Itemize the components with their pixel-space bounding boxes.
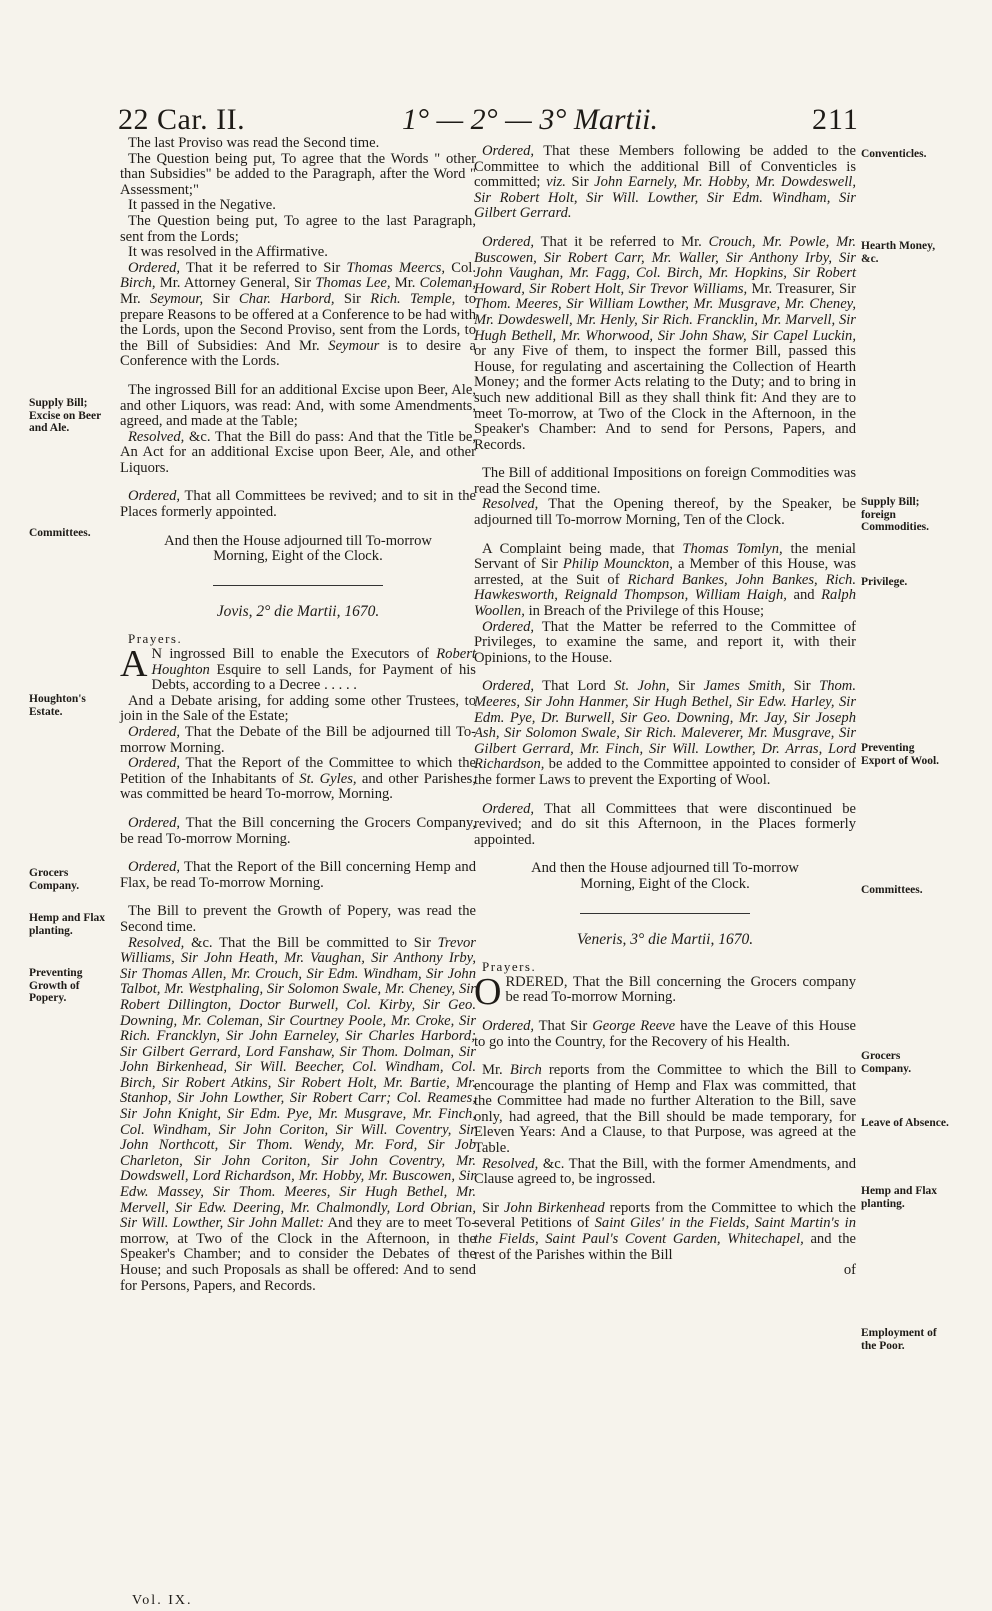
text: Col. — [445, 259, 476, 276]
drop-capital: O — [474, 970, 502, 1013]
margin-note: Privilege. — [861, 576, 908, 588]
paragraph — [474, 542, 856, 620]
day-heading: Veneris, 3° die Martii, 1670. — [576, 930, 754, 948]
margin-note: Hearth Money, &c. — [861, 240, 936, 265]
ordered-label: Ordered, — [128, 755, 181, 772]
margin-note: Hemp and Flax planting. — [29, 912, 106, 937]
paragraph: The ingrossed Bill for an additional Excise upon Beer, Ale, and other Liquors, was read: And, with some Amendments, agreed, and made at the Table; — [120, 381, 476, 430]
text: And they are to meet To-morrow, at Two of the Clock in the Afternoon, in the Speaker's Chamber; and to consider the Debates of the House; and such Proposals as shall be offered: And to send for Persons, Papers, and Records. — [120, 1215, 476, 1294]
margin-note: Preventing Growth of Popery. — [29, 967, 83, 1004]
name: Robert Houghton — [151, 646, 476, 678]
text: That the Bill concerning the Grocers Company, be read To-morrow Morning. — [120, 814, 476, 847]
paragraph — [474, 1157, 856, 1188]
margin-note: Employment of the Poor. — [861, 1327, 937, 1352]
text: the menial Servant of Sir — [474, 540, 856, 573]
text: RDERED, — [505, 973, 568, 990]
name: Birch — [509, 1062, 542, 1079]
page-number: 211 — [812, 103, 859, 136]
name: Ralph Woollen, — [474, 587, 856, 620]
text: &c. That the Bill be committed to Sir — [184, 934, 438, 951]
text: in Breach of the Privilege of this House; — [524, 603, 765, 620]
text: reports from the Committee to which the several Petitions of — [474, 1199, 856, 1232]
name: St. John, — [614, 678, 670, 695]
prayers-label: Prayers. — [128, 631, 183, 647]
ordered-label: Ordered, — [482, 143, 535, 159]
margin-note: Leave of Absence. — [861, 1117, 949, 1129]
name: Thomas Meercs, — [346, 259, 446, 276]
name-list: Richard Bankes, John Bankes, Rich. Hawkesworth, Reignald Thompson, William Haigh, — [474, 571, 856, 604]
text: That all Committees be revived; and to sit in the Places formerly appointed. — [120, 488, 476, 521]
catchword: of — [843, 1262, 856, 1279]
paragraph — [474, 679, 856, 788]
margin-note: Hemp and Flax planting. — [861, 1185, 938, 1210]
text: That the Report of the Committee to which the Petition of the Inhabitants of — [120, 755, 476, 787]
ordered-label: Ordered, — [128, 488, 181, 505]
resolved-label: Resolved, — [482, 1155, 539, 1172]
paragraph — [474, 1063, 856, 1157]
paragraph — [120, 816, 476, 847]
left-column — [120, 136, 476, 1294]
name: Philip Mounckton, — [562, 556, 673, 573]
paragraph — [474, 802, 856, 849]
paragraph — [120, 725, 476, 756]
name-list: Thom. Meeres, Sir John Hanmer, Sir Hugh Bethel, Sir Edw. Harley, Sir Edm. Pye, Dr. Burwell, Sir Geo. Downing, Mr. Jay, Sir Joseph Ash, Sir Solomon Swale, Sir Rich. Maleverer, Mr. Musgrave, Sir Gilbert Gerrard, Mr. Finch, Sir Will. Lowther, Dr. Arras, Lord Richardson, — [474, 678, 856, 773]
text: That the Bill concerning the Grocers company be read To-morrow Morning. — [505, 973, 856, 1006]
paragraph — [120, 860, 476, 891]
text: That the Report of the Bill concerning Hemp and Flax, be read To-morrow Morning. — [120, 859, 476, 891]
margin-note: Houghton's Estate. — [29, 693, 86, 718]
text: Mr. Attorney General, Sir — [155, 275, 316, 292]
name: James Smith, — [703, 678, 786, 695]
text: Mr. — [120, 290, 151, 307]
paragraph — [474, 235, 856, 453]
text: Mr. — [482, 1062, 510, 1079]
paragraph — [474, 970, 856, 1013]
text: Sir — [334, 290, 371, 307]
paragraph — [474, 1201, 856, 1263]
paragraph: And a Debate arising, for adding some other Trustees, to join in the Sale of the Estate; — [120, 692, 476, 725]
text: is to desire a Conference with the Lords. — [120, 337, 476, 370]
text: Sir — [669, 678, 704, 695]
text: That the Matter be referred to the Committee of Privileges, to examine the same, and report it, with their Opinions, to the House. — [474, 618, 856, 666]
volume-footer: Vol. IX. — [132, 1593, 193, 1608]
resolved-label: Resolved, — [128, 934, 185, 951]
text: Sir — [785, 678, 820, 695]
text: That all Committees that were discontinued be revived; and do sit this Afternoon, in the Places formerly appointed. — [474, 800, 856, 848]
adjournment: And then the House adjourned till To-morrow Morning, Eight of the Clock. — [164, 532, 432, 565]
margin-note: Committees. — [29, 527, 91, 539]
text: A Complaint being made, that — [482, 540, 683, 557]
name-list: Crouch, Mr. Powle, Mr. Buscowen, Sir Robert Carr, Mr. Waller, Sir Anthony Irby, Sir John Vaughan, Mr. Fagg, Col. Birch, Mr. Hopkins, Sir Robert Howard, Sir Robert Holt, Sir Trevor Williams, — [474, 233, 856, 297]
name: Thomas Tomlyn, — [682, 540, 783, 557]
header-regnal-year: 22 Car. II. — [118, 103, 246, 136]
text: to prepare Reasons to be offered at a Conference to be had with the Lords, upon the Second Proviso, sent from the Lords, to the Bill of Subsidies: And Mr. — [120, 290, 477, 354]
margin-note: Supply Bill; foreign Commodities. — [861, 496, 930, 533]
margin-note: Conventicles. — [861, 148, 927, 160]
paragraph — [474, 144, 856, 222]
name: Seymour, — [150, 290, 204, 307]
paragraph: The Question being put, To agree that the Words " other than Subsidies" be added to the Paragraph, after the Word " Assessment;" — [120, 150, 476, 198]
section-divider — [213, 585, 383, 586]
text: Mr. — [390, 275, 420, 292]
text: have the Leave of this House to go into the Country, for the Recovery of his Health. — [474, 1017, 856, 1050]
text: Esquire to sell Lands, for Payment of his Debts, according to a Decree . . . . . — [151, 661, 476, 694]
resolved-label: Resolved, — [128, 428, 185, 445]
adjournment: And then the House adjourned till To-morrow Morning, Eight of the Clock. — [531, 860, 799, 892]
ordered-label: Ordered, — [482, 800, 535, 817]
text: That it be referred to Sir — [180, 259, 347, 276]
text: That it be referred to Mr. — [534, 233, 709, 250]
margin-note: Preventing Export of Wool. — [861, 742, 940, 767]
text: and — [786, 587, 822, 604]
name: St. Gyles, — [299, 770, 357, 787]
margin-note: Grocers Company. — [861, 1050, 912, 1075]
prayers-label: Prayers. — [482, 959, 537, 975]
ordered-label: Ordered, — [128, 814, 181, 831]
text: Sir — [203, 290, 239, 307]
paragraph: The Bill of additional Impositions on foreign Commodities was read the Second time. — [474, 465, 856, 497]
ordered-label: Ordered, — [128, 724, 181, 740]
paragraph — [120, 936, 476, 1295]
text: Sir — [482, 1199, 505, 1216]
header-dates: 1° — 2° — 3° Martii. — [401, 103, 658, 136]
text: N ingrossed Bill to enable the Executors of — [151, 646, 437, 663]
name: George Reeve — [592, 1017, 676, 1034]
name: Coleman, — [419, 275, 477, 292]
ordered-label: Ordered, — [482, 678, 535, 695]
paragraph: The Question being put, To agree to the last Paragraph, sent from the Lords; — [120, 212, 476, 245]
paragraph — [120, 261, 476, 370]
text: That Lord — [534, 678, 615, 695]
name: John Birkenhead — [504, 1199, 605, 1216]
paragraph — [120, 756, 476, 803]
resolved-label: Resolved, — [482, 496, 539, 513]
text: reports from the Committee to which the Bill to encourage the planting of Hemp and Flax was committed, that the Committee had made no further Alteration to the Bill, save only, had agreed, that the Bill should be made temporary, for Eleven Years: And a Clause, to that Purpose, was agreed at the Table. — [474, 1062, 856, 1157]
paragraph: It was resolved in the Affirmative. — [128, 244, 328, 261]
text: That these Members following be added to the Committee to which the additional Bill of Conventicles is committed; — [474, 143, 856, 191]
paragraph — [474, 1019, 856, 1050]
ordered-label: Ordered, — [482, 1017, 535, 1034]
paragraph — [120, 430, 476, 477]
ordered-label: Ordered, — [482, 233, 535, 250]
name-list: Saint Giles' in the Fields, Saint Martin's in the Fields, Saint Paul's Covent Garden, Whitechapel, — [474, 1215, 856, 1248]
paragraph: The last Proviso was read the Second time. — [128, 135, 380, 151]
section-divider — [580, 913, 750, 914]
name: Birch, — [120, 275, 156, 292]
drop-capital: A — [120, 643, 148, 686]
paragraph — [474, 497, 856, 528]
name: Char. Harbord, — [238, 290, 335, 307]
text: or any Five of them, to inspect the former Bill, passed this House, for regulating and ascertaining the Collection of Hearth Money; and the former Acts relating to the Duty; and to bring in such new additional Bill as they shall think fit: And they are to meet To-morrow, at Two of the Clock in the Afternoon, in the Speaker's Chamber: And to send for Persons, Papers, and Records. — [474, 343, 856, 453]
text: That Sir — [534, 1017, 593, 1034]
name-list: John Earnely, Mr. Hobby, Mr. Dowdeswell, Sir Robert Holt, Sir Will. Lowther, Sir Edm. Windham, Sir Gilbert Gerrard. — [474, 174, 856, 222]
text: Sir — [565, 174, 595, 191]
margin-note: Committees. — [861, 884, 923, 896]
margin-note: Supply Bill; Excise on Beer and Ale. — [29, 397, 101, 434]
name: Seymour — [328, 337, 380, 354]
text: and other Parishes, was committed be heard To-morrow, Morning. — [120, 770, 476, 803]
text: &c. That the Bill do pass: And that the Title be, An Act for an additional Excise upon Beer, Ale, and other Liquors. — [120, 428, 476, 476]
text: That the Opening thereof, by the Speaker, be adjourned till To-morrow Morning, Ten of the Clock. — [474, 496, 856, 529]
text: be added to the Committee appointed to consider of the former Laws to prevent the Exporting of Wool. — [474, 756, 856, 788]
text: Mr. Treasurer, Sir — [747, 280, 856, 297]
paragraph — [120, 643, 476, 694]
paragraph: It passed in the Negative. — [128, 197, 276, 214]
paragraph: The Bill to prevent the Growth of Popery, was read the Second time. — [120, 903, 476, 935]
name: Rich. Temple, — [370, 290, 456, 307]
paragraph — [474, 620, 856, 667]
text: viz. — [546, 174, 566, 191]
ordered-label: Ordered, — [128, 859, 181, 876]
ordered-label: Ordered, — [482, 618, 535, 635]
text: and the rest of the Parishes within the Bill — [474, 1231, 857, 1263]
name-list: Thom. Meeres, Sir William Lowther, Mr. Musgrave, Mr. Cheney, Mr. Dowdeswell, Mr. Henly, Sir Rich. Francklin, Mr. Marvell, Sir Hugh Bethell, Mr. Whorwood, Sir John Shaw, Sir Capel Luckin, — [474, 296, 856, 344]
text: &c. That the Bill, with the former Amendments, and Clause agreed to, be ingrossed. — [474, 1155, 856, 1188]
paragraph — [120, 489, 476, 520]
ordered-label: Ordered, — [128, 259, 181, 276]
text: a Member of this House, was arrested, at the Suit of — [474, 556, 857, 588]
name: Thomas Lee, — [315, 275, 391, 292]
day-heading: Jovis, 2° die Martii, 1670. — [216, 602, 380, 620]
name-list: Trevor Williams, Sir John Heath, Mr. Vaughan, Sir Anthony Irby, Sir Thomas Allen, Mr. Crouch, Sir Edm. Windham, Sir John Talbot, Mr. Westphaling, Sir Solomon Swale, Mr. Cheney, Sir Robert Dillington, Doctor Burwell, Col. Kirby, Sir Geo. Downing, Mr. Coleman, Sir Courtney Poole, Mr. Croke, Sir Rich. Francklyn, Sir John Earneley, Sir Charles Harbord; Sir Gilbert Gerrard, Lord Fanshaw, Sir Thom. Dolman, Sir John Birkenhead, Sir Will. Beecher, Col. Windham, Col. Birch, Sir Robert Atkins, Sir Robert Holt, Mr. Bartie, Mr. Stanhop, Sir John Lowther, Sir Robert Carr; Col. Reames, Sir John Knight, Sir Edm. Pye, Mr. Musgrave, Mr. Finch, Col. Windham, Sir John Coriton, Sir Will. Coventry, Sir John Northcott, Sir Thom. Wendy, Mr. Ford, Sir Job Charleton, Sir John Coriton, Sir John Coventry, Mr. Dowdswell, Lord Richardson, Mr. Hobby, Mr. Buscowen, Sir Edw. Massey, Sir Thom. Meeres, Sir Hugh Bethel, Mr. Mervell, Sir Edw. Deering, Mr. Chalmondly, Lord Obrian, Sir Will. Lowther, Sir John Mallet: — [120, 934, 476, 1232]
text: That the Debate of the Bill be adjourned till To-morrow Morning. — [120, 724, 476, 756]
margin-note: Grocers Company. — [29, 867, 80, 892]
right-column — [474, 144, 856, 1279]
